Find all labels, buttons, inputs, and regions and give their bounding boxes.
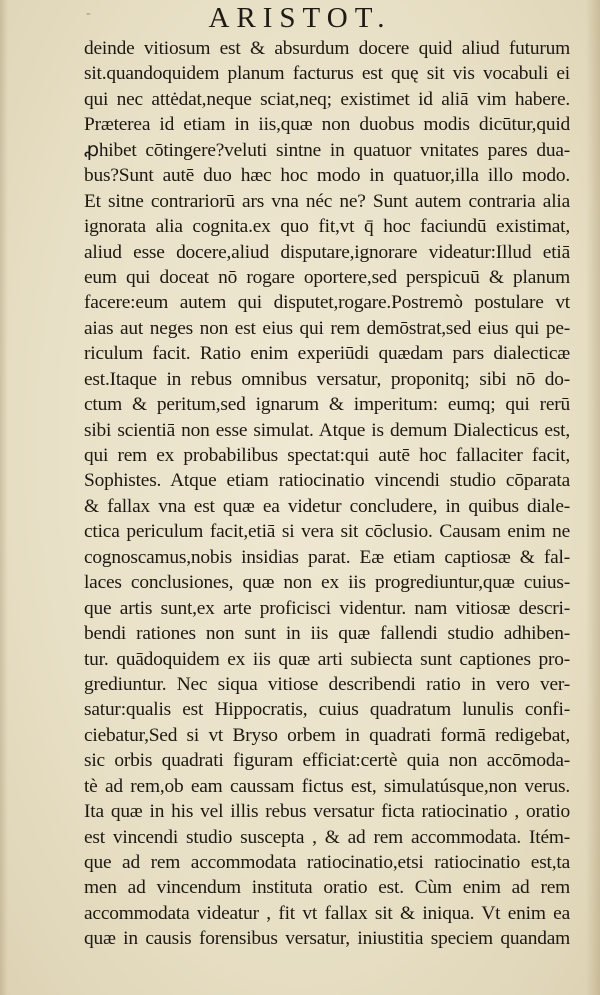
text-line: que artis sunt,ex arte proficisci videntur. nam vitiosæ descri- — [84, 597, 570, 619]
text-line: cognoscamus,nobis insidias parat. Eæ etiam captiosæ & fal- — [84, 546, 570, 568]
text-line: ciebatur,Sed si vt Bryso orbem in quadrati formā redigebat, — [84, 724, 570, 746]
page-gutter-shadow — [0, 0, 8, 995]
text-line: est vincendi studio suscepta , & ad rem accommodata. Itém- — [84, 826, 570, 848]
text-line: ctica periculum facit,etiā si vera sit cōclusio. Causam enim ne — [84, 521, 570, 543]
text-line: men ad vincendum instituta oratio est. Cùm enim ad rem — [84, 877, 570, 899]
running-head: ARISTOT. — [208, 2, 392, 34]
text-line: laces conclusiones, quæ non ex iis progrediuntur,quæ cuius- — [84, 572, 570, 594]
text-line: bendi rationes non sunt in iis quæ fallendi studio adhiben- — [84, 623, 570, 645]
corner-mark: - — [86, 6, 91, 21]
text-line: Ita quæ in his vel illis rebus versatur ficta ratiocinatio , oratio — [84, 801, 570, 823]
text-line: tè ad rem,ob eam caussam fictus est, simulatúsque,non verus. — [84, 775, 570, 797]
text-line: sibi scientiā non esse simulat. Atque is demum Dialecticus est, — [84, 419, 570, 441]
text-line: quæ in causis forensibus versatur, iniustitia speciem quandam — [84, 928, 570, 950]
text-line: Et sitne contrariorū ars vna néc ne? Sunt autem contraria alia — [84, 190, 570, 212]
text-line: tur. quādoquidem ex iis quæ arti subiecta sunt captiones pro- — [84, 648, 570, 670]
page-edge-shadow — [586, 0, 600, 995]
text-line: Sophistes. Atque etiam ratiocinatio vincendi studio cōparata — [84, 470, 570, 492]
body-text — [84, 36, 570, 952]
text-line: ꝓhibet cōtingere?veluti sintne in quatuor vnitates pares dua- — [84, 139, 570, 161]
text-line: qui nec attėdat,neque sciat,neq; existimet id aliā vim habere. — [84, 88, 570, 110]
text-line: eum qui doceat nō rogare oportere,sed perspicuū & planum — [84, 266, 570, 288]
text-line: riculum facit. Ratio enim experiūdi quædam pars dialecticæ — [84, 343, 570, 365]
text-line: deinde vitiosum est & absurdum docere quid aliud futurum — [84, 38, 570, 59]
text-line: aias aut neges non est eius qui rem demōstrat,sed eius qui pe- — [84, 317, 570, 339]
text-line: qui rem ex probabilibus spectat:qui autē hoc fallaciter facit, — [84, 445, 570, 466]
text-line: sic orbis quadrati figuram efficiat:certè quia non accōmoda- — [84, 750, 570, 772]
text-line: ignorata alia cognita.ex quo fit,vt q̄ hoc faciundū existimat, — [84, 216, 570, 238]
text-line: ctum & peritum,sed ignarum & imperitum: eumq; qui rerū — [84, 394, 570, 416]
text-line: aliud esse docere,aliud disputare,ignorare videatur:Illud etiā — [84, 241, 570, 263]
text-line: est.Itaque in rebus omnibus versatur, proponitq; sibi nō do- — [84, 368, 570, 390]
text-line: sit.quandoquidem planum facturus est quę sit vis vocabuli ei — [84, 63, 570, 85]
text-line: & fallax vna est quæ ea videtur concludere, in quibus diale- — [84, 495, 570, 517]
text-line: que ad rem accommodata ratiocinatio,etsi ratiocinatio est,ta — [84, 852, 570, 873]
text-line: grediuntur. Nec siqua vitiose describendi ratio in vero ver- — [84, 673, 570, 695]
text-line: facere:eum autem qui disputet,rogare.Postremò postulare vt — [84, 292, 570, 314]
text-line: Præterea id etiam in iis,quæ non duobus modis dicūtur,quid — [84, 114, 570, 136]
text-line: satur:qualis est Hippocratis, cuius quadratum lunulis confi- — [84, 699, 570, 721]
text-line: bus?Sunt autē duo hæc hoc modo in quatuor,illa illo modo. — [84, 165, 570, 187]
text-line: accommodata videatur , fit vt fallax sit & iniqua. Vt enim ea — [84, 902, 570, 924]
